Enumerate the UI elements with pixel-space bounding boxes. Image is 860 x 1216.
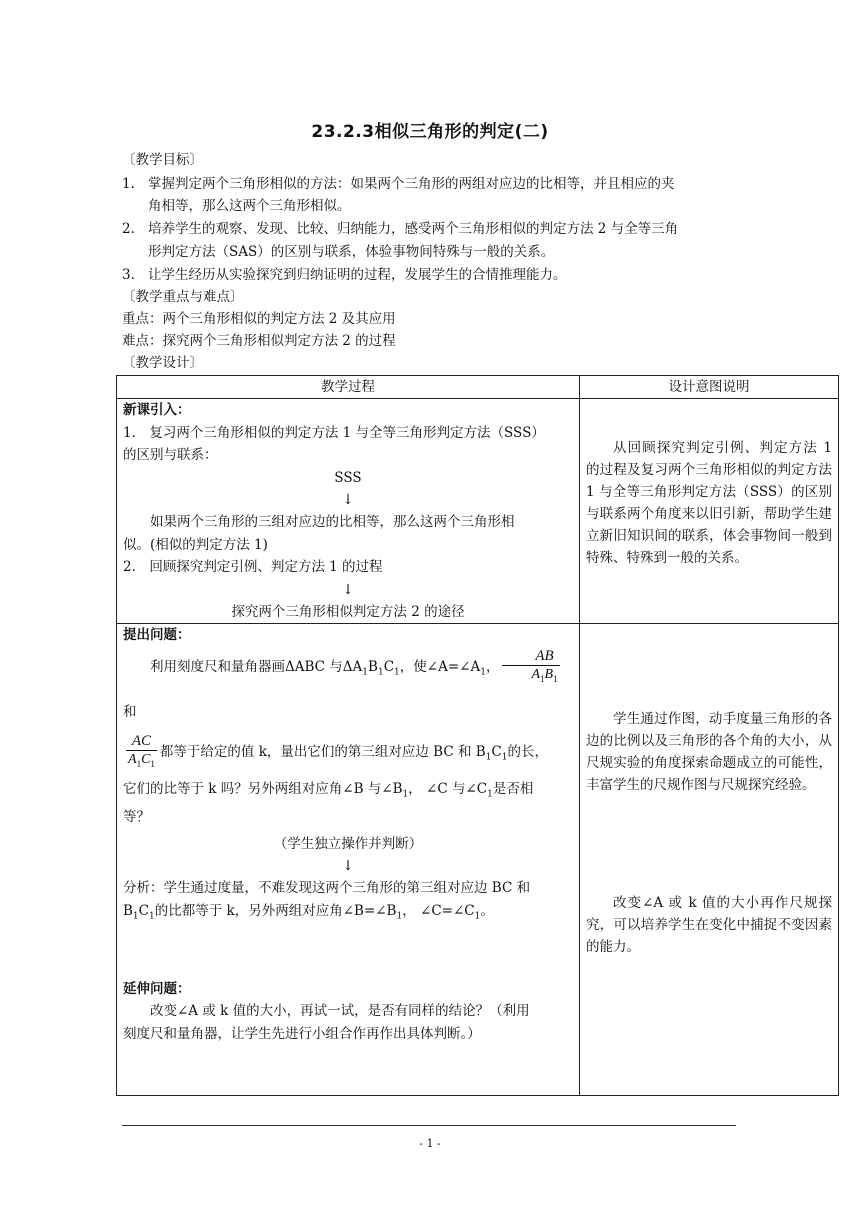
design-table <box>116 375 839 1096</box>
row2-analysis-b: $B_1C_1$的比都等于 k，另外两组对应角$\angle B=\angle B_1$， $\angle C=\angle C_1$。 <box>123 902 494 922</box>
goal-text: 让学生经历从实验探究到归纳证明的过程，发展学生的合情推理能力。 <box>148 267 567 283</box>
col-header-intent: 设计意图说明 <box>580 376 839 399</box>
goal-2 <box>122 219 678 239</box>
row1-note: 从回顾探究判定引例、判定方法 1 的过程及复习两个三角形相似的判定方法 1 与全等三角形判定方法（SSS）的区别与联系两个角度来以旧引新，帮助学生建立新旧知识间的联系，体会事物间一般到特殊、特殊到一般的关系。 <box>586 440 832 566</box>
fraction-ab: $\frac{AB}{A_1B_1}$ <box>502 647 559 688</box>
goal-text: 掌握判定两个三角形相似的方法：如果两个三角形的两组对应边的比相等，并且相应的夹 <box>148 176 675 192</box>
row2-p3: 它们的比等于 k 吗？另外两组对应角∠B 与$\angle B_1$， ∠C 与$\angle C_1$是否相 <box>123 780 534 800</box>
row2-ext-b: 刻度尺和量角器，让学生先进行小组合作再作出具体判断。） <box>123 1025 481 1042</box>
row2-ext-a: 改变∠A 或 k 值的大小，再试一试，是否有同样的结论？（利用 <box>150 1003 530 1020</box>
row1-rule-a: 如果两个三角形的三组对应边的比相等，那么这两个三角形相 <box>150 514 515 530</box>
goal-1 <box>122 174 675 194</box>
footer-divider <box>122 1125 736 1126</box>
row2-ext-heading: 延伸问题： <box>123 980 191 997</box>
row1-path: 探究两个三角形相似判定方法 2 的途径 <box>231 603 465 620</box>
goal-num: 1. <box>122 176 135 192</box>
row1-item1-b: 的区别与联系： <box>123 447 218 463</box>
row1-rule-b: 似。(相似的判定方法 1) <box>123 536 268 553</box>
row1-item1-a: 1． 复习两个三角形相似的判定方法 1 与全等三角形判定方法（SSS） <box>123 424 545 441</box>
row2-p2: $\frac{AC}{A_1C_1}$ 都等于给定的值 k，量出它们的第三组对应边 BC 和 $B_1C_1$的长， <box>123 732 573 778</box>
row1-heading: 新课引入： <box>123 402 191 418</box>
row1-intent <box>580 399 839 624</box>
goal-text: 培养学生的观察、发现、比较、归纳能力，感受两个三角形相似的判定方法 2 与全等三角 <box>148 221 679 237</box>
row2-note1: 学生通过作图，动手度量三角形的各边的比例以及三角形的各个角的大小，从尺规实验的角度探索命题成立的可能性，丰富学生的尺规作图与尺规探究经验。 <box>586 711 832 793</box>
col-header-process: 教学过程 <box>117 376 580 399</box>
goal-2-cont: 形判定方法（SAS）的区别与联系，体验事物间特殊与一般的关系。 <box>148 244 555 260</box>
key-point: 重点：两个三角形相似的判定方法 2 及其应用 <box>122 311 396 327</box>
row2-intent <box>580 624 839 1096</box>
down-arrow-icon: ↓ <box>342 858 354 875</box>
page-title: 23.2.3相似三角形的判定(二) <box>311 122 549 142</box>
goal-3 <box>122 265 567 285</box>
down-arrow-icon: ↓ <box>342 492 354 508</box>
row2-heading: 提出问题： <box>123 627 191 643</box>
row2-process <box>117 624 580 1096</box>
row2-analysis-a: 分析：学生通过度量，不难发现这两个三角形的第三组对应边 BC 和 <box>123 880 531 897</box>
goal-1-cont: 角相等，那么这两个三角形相似。 <box>148 198 351 214</box>
design-heading: 〔教学设计〕 <box>122 355 203 371</box>
row2-activity: （学生独立操作并判断） <box>273 835 423 852</box>
row1-process <box>117 399 580 624</box>
difficulty: 难点：探究两个三角形相似判定方法 2 的过程 <box>122 333 396 349</box>
row2-p1: 利用刻度尺和量角器画ΔABC 与$\Delta A_1B_1C_1$，使$\angle A=\angle A_1$， $\frac{AB}{A_1B_1}$ 和 <box>123 647 558 721</box>
page-number: - 1 - <box>419 1137 441 1150</box>
row2-p4: 等？ <box>123 809 150 826</box>
sss-label: SSS <box>334 469 362 486</box>
down-arrow-icon: ↓ <box>342 581 354 598</box>
goal-num: 2. <box>122 221 135 237</box>
goals-heading: 〔教学目标〕 <box>122 152 203 168</box>
row1-item2: 2． 回顾探究判定引例、判定方法 1 的过程 <box>123 559 383 575</box>
row2-note2: 改变∠A 或 k 值的大小再作尺规探究，可以培养学生在变化中捕捉不变因素的能力。 <box>586 895 832 955</box>
key-heading: 〔教学重点与难点〕 <box>122 289 244 305</box>
goal-num: 3. <box>122 267 135 283</box>
fraction-ac: $\frac{AC}{A_1C_1}$ <box>128 733 155 770</box>
